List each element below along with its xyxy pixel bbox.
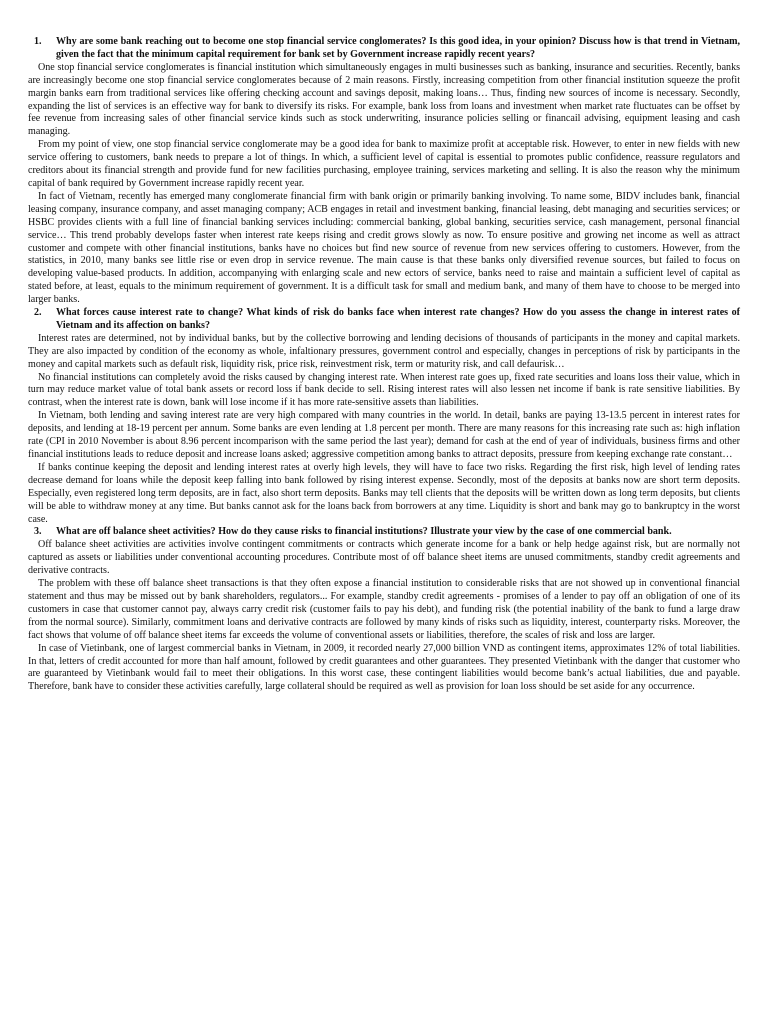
answer-paragraph: No financial institutions can completely avoid the risks caused by changing interest rate. When interest rate goes up, fixed rate securities and loans loss their value, which in turn may reduce market value of total bank assets or record loss if bank decide to sell. Rising interest rates will also lessen net income if bank is rate sensitive liabilities. By contrast, when the interest rate is down, bank will lose income if it has more rate-sensitive assets than liabilities. [28, 371, 740, 409]
answer-paragraph: From my point of view, one stop financial service conglomerate may be a good idea for bank to maximize profit at acceptable risk. However, to enter in new fields with new service offering to customers, bank needs to prepare a lot of things. In which, a sufficient level of capital is essential to promotes public confidence, reassure regulators and creditors about its financial strength and provide fund for new facilities purchasing, employee training, services marketing and selling. It is also the reason why the minimum capital of bank required by Government increase rapidly recent year. [28, 139, 740, 189]
answer-paragraph: In Vietnam, both lending and saving interest rate are very high compared with many countries in the world. In detail, banks are paying 13-13.5 percent in interest rates for deposits, and lending at 18-19 percent per annum. Some banks are even lending at 1.8 percent per month. There are many reasons for this increasing rate such as: high inflation rate (CPI in 2010 November is about 8.96 percent incomparison with the same period the last year); demand for cash at the end of year of individuals, business firms and other financial institutions leads to reduce deposit and increase loans asked; aggressive competition among banks to attract deposits, pressure from keeping exchange rate constant… [28, 410, 740, 460]
question-text: What forces cause interest rate to change? What kinds of risk do banks face when interest rate changes? How do you assess the change in interest rates of Vietnam and its affection on banks? [56, 307, 740, 331]
answer-paragraph: The problem with these off balance sheet transactions is that they often expose a financial institution to considerable risks that are not showed up in conventional financial statement and thus may be missed out by bank shareholders, regulators... For example, standby credit agreements - promises of a lender to pay off an obligation of one of its customers in case that customer cannot pay, always carry credit risk (customer fails to pay his debt), and funding risk (the potential inability of the bank to fund a large draw from the normal source). Similarly, commitment loans and derivative contracts are followed by many kinds of risks such as liquidity, interest, counterparty risks. Moreover, the fact shows that volume of off balance sheet items far exceeds the volume of conventional assets or liabilities, therefore, the scales of risk and loss are larger. [28, 578, 740, 641]
question-text: Why are some bank reaching out to become one stop financial service conglomerates? Is this good idea, in your opinion? Discuss how is that trend in Vietnam, given the fact that the minimum capital requirement for bank set by Government increase rapidly recent years? [56, 36, 740, 60]
answer-paragraph: If banks continue keeping the deposit and lending interest rates at overly high levels, they will have to face two risks. Regarding the first risk, high level of lending rates decrease demand for loans while the deposit keep falling into bank followed by rising interest expense. Secondly, most of the deposits at banks now are short term deposits. Especially, even registered long term deposits, are in fact, also short term deposits. Banks may tell clients that the deposits will be written down as long term deposits, but clients will be able to withdraw money at any time. But banks cannot ask for the loans back from borrowers at any time. Liquidity is short and bank may go to bankruptcy in the worst case. [28, 461, 740, 525]
question-text: What are off balance sheet activities? How do they cause risks to financial institutions? Illustrate your view by the case of one commercial bank. [56, 526, 672, 538]
question-number: 2. [34, 307, 42, 319]
question-heading [34, 307, 740, 333]
question-heading [34, 526, 740, 539]
answer-paragraph: One stop financial service conglomerates is financial institution which simultaneously engages in multi businesses such as banking, insurance and securities. Recently, banks are increasingly become one stop financial service conglomerates because of 2 main reasons. Firstly, increasing competition from other financial institution squeeze the profit margin banks earn from traditional services like offering checking account and savings deposit, making loans… Thus, finding new sources of income is necessary. Secondly, expanding the list of services is an effective way for bank to diversify its risks. For example, bank loss from loans and investment when market rate fluctuates can be offset by fee revenue from increasing sales of other financial service kinds such as stock underwriting, insurance policies selling or financail advising, equipment leasing and cash managing. [28, 61, 740, 138]
answer-paragraph: In fact of Vietnam, recently has emerged many conglomerate financial firm with bank origin or primarily banking involving. To name some, BIDV includes bank, financial leasing company, insurance company, and asset managing company; ACB engages in retail and investment banking, financial leasing, debt managing and securities services; or HSBC provides clients with a full line of financial banking services including: commercial banking, global banking, securities service, cash management, personal financial service… This trend probably develops faster when interest rate keeps rising and credit grows slowly as now. To ensure positive and growing net income as well as attract customer and compete with other financial institutions, banks have no choices but find new source of revenue from new services offering to customers. However, from the statistics, in 2010, many banks see little rise or even drop in service revenue. The main cause is that these banks only diversified revenue sources, but failed to focus on developing value-based products. In addition, accompanying with enlarging scale and new ectors of service, banks need to raise and maintain a sufficient level of capital as stated before, at least, equals to the minimum requirement of government. It is a difficult task for small and medium bank, and many of them have to choose to be merged into larger banks. [28, 190, 740, 306]
section-2 [28, 307, 740, 526]
section-1 [28, 36, 740, 307]
question-number: 1. [34, 36, 42, 47]
question-heading [34, 36, 740, 62]
question-number: 3. [34, 526, 42, 538]
answer-paragraph: Off balance sheet activities are activities involve contingent commitments or contracts which generate income for a bank or help hedge against risk, but are normally not captured as assets or liabilities under conventional accounting procedures. Contribute most of off balance sheet items are unused commitments, standby credit agreements and derivative contracts. [28, 539, 740, 577]
answer-paragraph: In case of Vietinbank, one of largest commercial banks in Vietnam, in 2009, it recorded nearly 27,000 billion VND as contingent items, approximates 12% of total liabilities. In that, letters of credit accounted for more than half amount, followed by credit guarantees and other guarantees. They presented Vietinbank with the danger that customer who are guaranteed by Vietinbank would fail to meet their obligations. In this worst case, these contingent liabilities would become bank’s actual liabilities, due and payable. Therefore, bank have to consider these activities carefully, large collateral should be required as well as provision for loan loss should be set aside for any occurrence. [28, 642, 740, 693]
answer-paragraph: Interest rates are determined, not by individual banks, but by the collective borrowing and lending decisions of thousands of participants in the money and capital markets. They are also impacted by condition of the economy as whole, infaltionary pressures, government control and especially, changes in perceptions of risk by participants in the money and capital markets such as default risk, liquidity risk, price risk, reinvestment risk, term or maturity risk, and call defaurisk… [28, 332, 740, 370]
section-3 [28, 526, 740, 694]
